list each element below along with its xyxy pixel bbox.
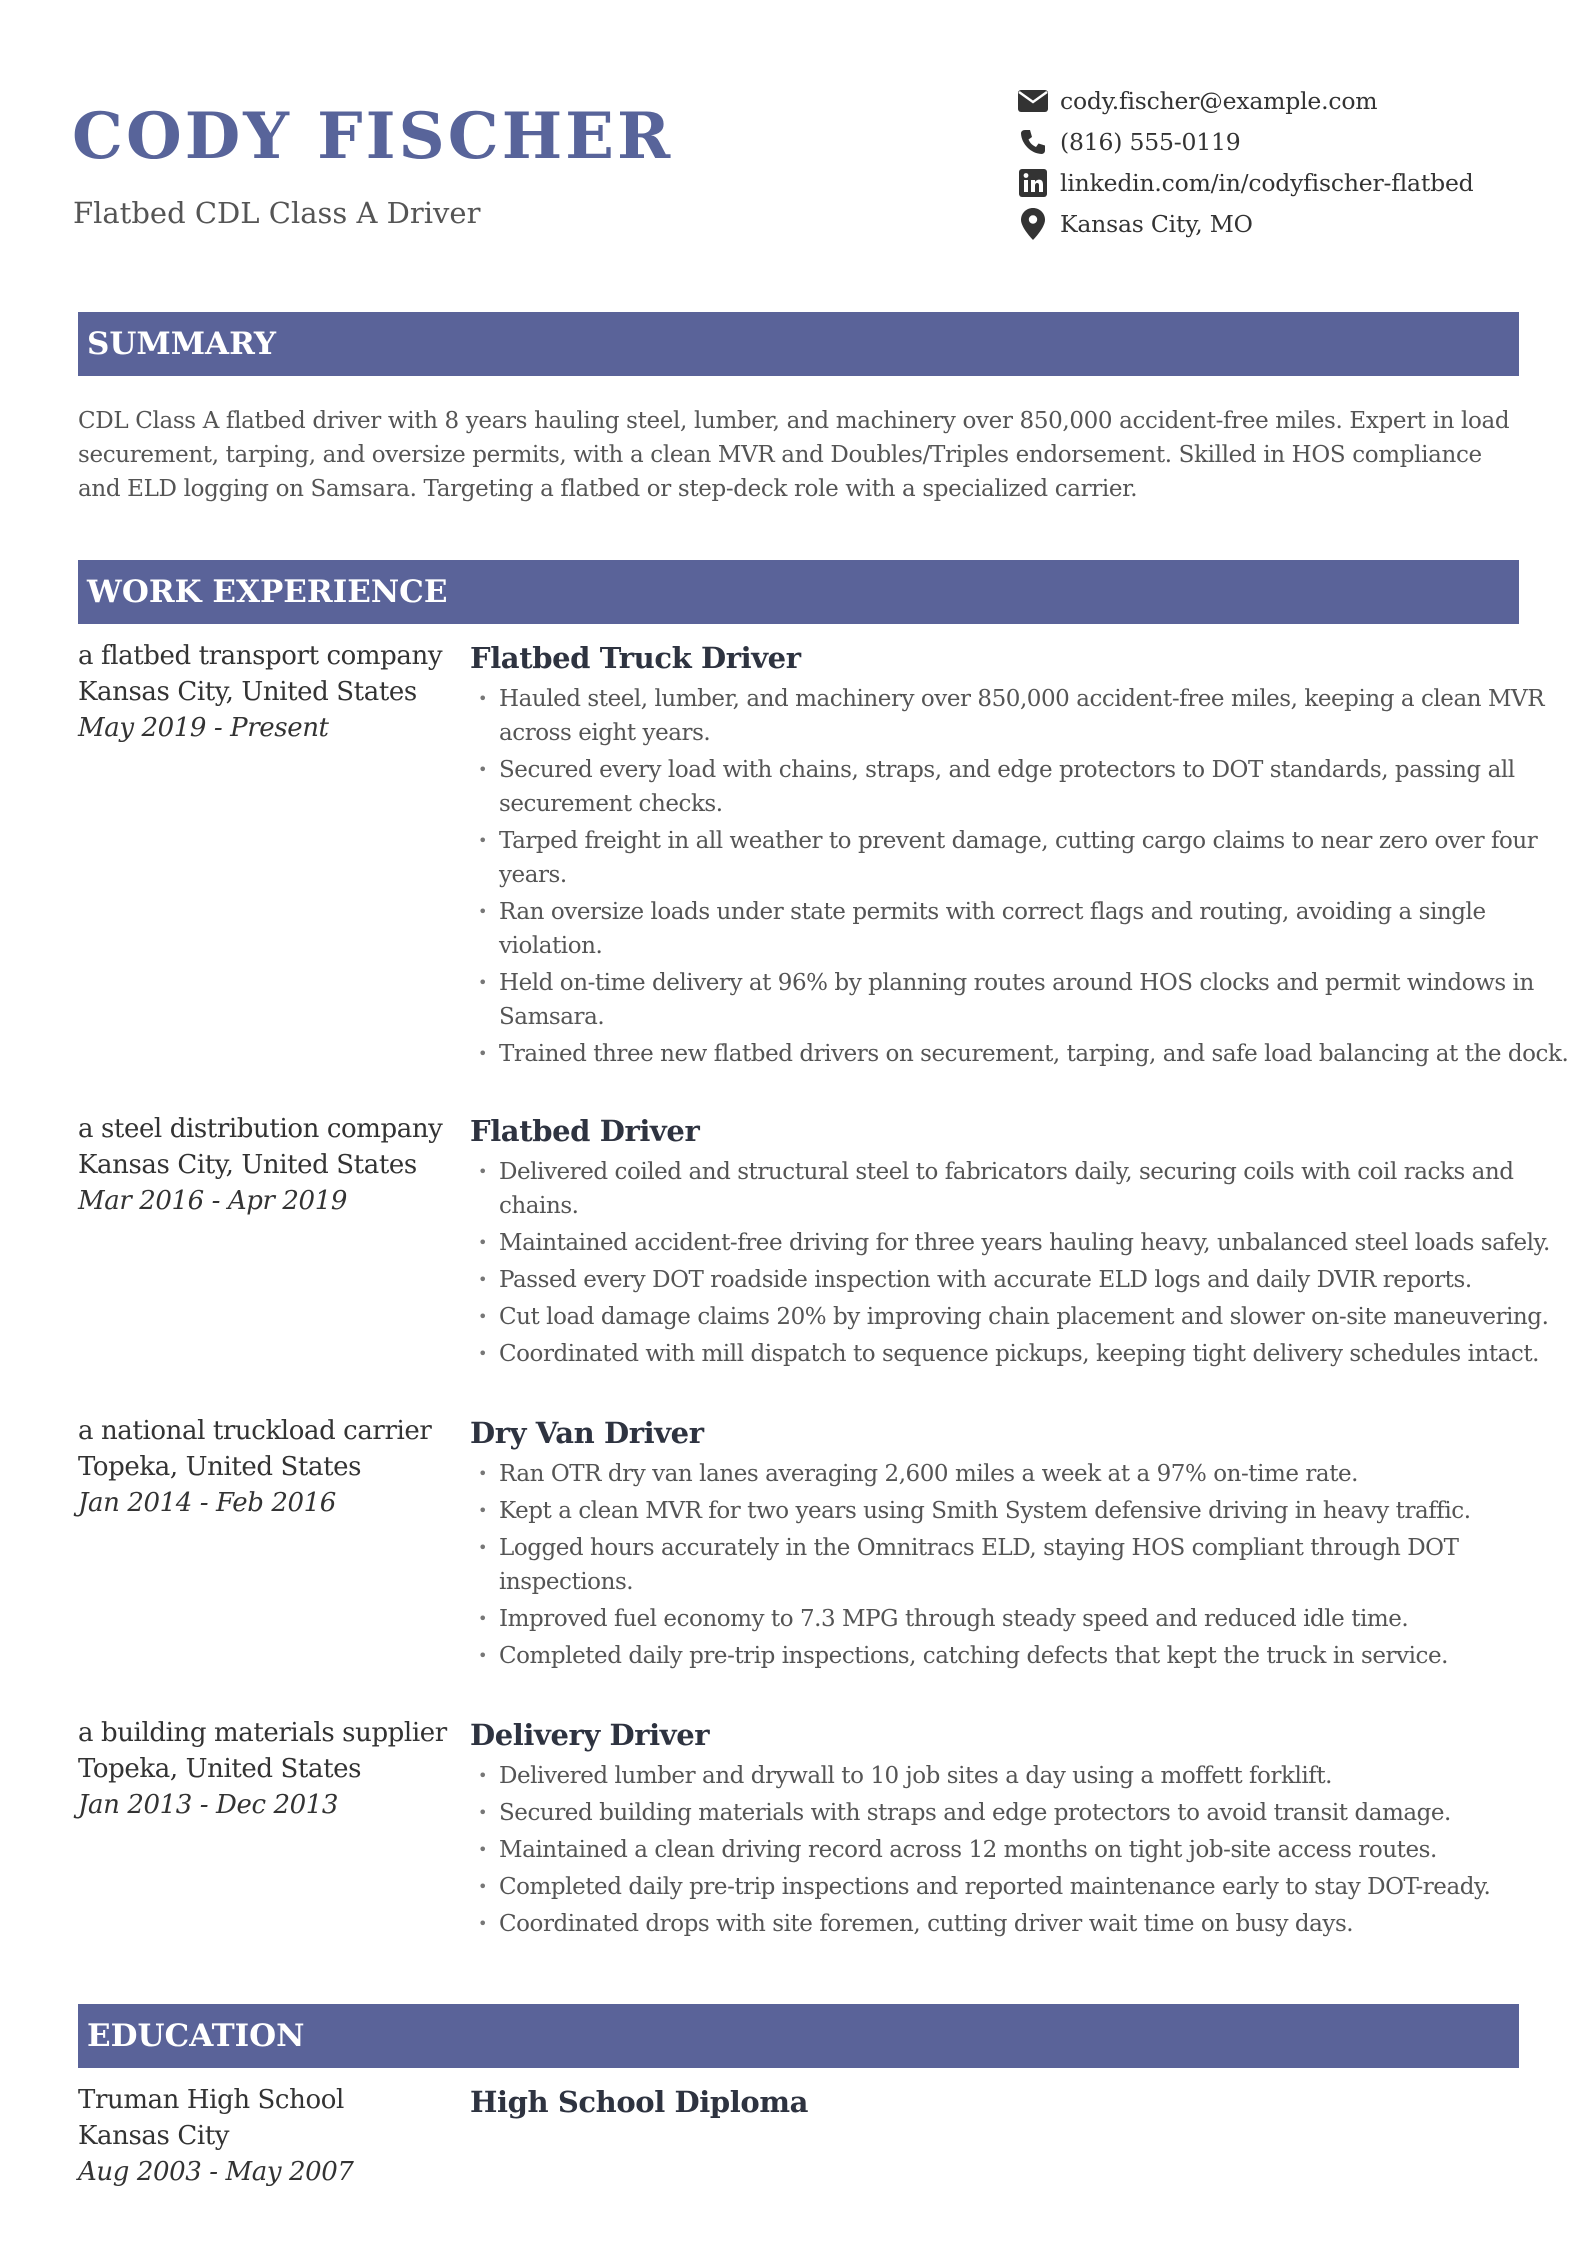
degree-name: High School Diploma	[470, 2085, 809, 2119]
email-text: cody.fischer@example.com	[1060, 86, 1378, 115]
linkedin-text: linkedin.com/in/codyfischer-flatbed	[1060, 168, 1474, 197]
job-bullet: • Hauled steel, lumber, and machinery over 850,000 accident-free miles, keeping a clean MVR across eight years.	[470, 682, 1580, 750]
summary-section-header: SUMMARY	[78, 312, 1519, 376]
job-bullet: • Maintained a clean driving record across 12 months on tight job-site access routes.	[470, 1833, 1580, 1867]
job-role: Flatbed Driver	[470, 1114, 700, 1148]
school-location: Kansas City	[78, 2121, 230, 2151]
job-bullet: • Improved fuel economy to 7.3 MPG through steady speed and reduced idle time.	[470, 1602, 1580, 1636]
job-bullet: • Ran oversize loads under state permits with correct flags and routing, avoiding a single violation.	[470, 895, 1580, 963]
job-location: Kansas City, United States	[78, 677, 417, 707]
job-location: Kansas City, United States	[78, 1150, 417, 1180]
job-bullet: • Trained three new flatbed drivers on securement, tarping, and safe load balancing at the dock.	[470, 1037, 1580, 1071]
job-bullet: • Ran OTR dry van lanes averaging 2,600 miles a week at a 97% on-time rate.	[470, 1457, 1580, 1491]
contact-phone[interactable]	[1016, 121, 1576, 162]
contact-email[interactable]	[1016, 80, 1576, 121]
job-bullets	[470, 1457, 1580, 1673]
location-text: Kansas City, MO	[1060, 209, 1253, 238]
job-bullet: • Logged hours accurately in the Omnitracs ELD, staying HOS compliant through DOT inspections.	[470, 1531, 1580, 1599]
job-details	[470, 1111, 1580, 1374]
location-pin-icon	[1016, 207, 1050, 241]
candidate-name: CODY FISCHER	[72, 99, 674, 174]
job-dates: Jan 2013 - Dec 2013	[78, 1790, 339, 1820]
candidate-title: Flatbed CDL Class A Driver	[73, 196, 481, 230]
job-details	[470, 1715, 1580, 1944]
job-meta	[78, 1413, 458, 1521]
job-details	[470, 1413, 1580, 1676]
job-bullet: • Delivered lumber and drywall to 10 job sites a day using a moffett forklift.	[470, 1759, 1580, 1793]
contact-list	[1016, 80, 1576, 244]
education-meta	[78, 2082, 458, 2190]
education-details	[470, 2082, 1580, 2122]
job-dates: Jan 2014 - Feb 2016	[78, 1488, 336, 1518]
job-bullet: • Held on-time delivery at 96% by planning routes around HOS clocks and permit windows in Samsara.	[470, 966, 1580, 1034]
job-bullets	[470, 682, 1580, 1071]
education-dates: Aug 2003 - May 2007	[78, 2157, 354, 2187]
job-bullets	[470, 1155, 1580, 1371]
company-name: a building materials supplier	[78, 1718, 447, 1748]
job-bullet: • Passed every DOT roadside inspection with accurate ELD logs and daily DVIR reports.	[470, 1263, 1580, 1297]
resume-header	[0, 0, 1588, 290]
education-section-header: EDUCATION	[78, 2004, 1519, 2068]
job-bullet: • Secured building materials with straps and edge protectors to avoid transit damage.	[470, 1796, 1580, 1830]
job-bullet: • Secured every load with chains, straps, and edge protectors to DOT standards, passing all securement checks.	[470, 753, 1580, 821]
job-meta	[78, 1715, 458, 1823]
job-bullet: • Tarped freight in all weather to prevent damage, cutting cargo claims to near zero over four years.	[470, 824, 1580, 892]
job-location: Topeka, United States	[78, 1754, 362, 1784]
job-dates: Mar 2016 - Apr 2019	[78, 1186, 347, 1216]
phone-text: (816) 555-0119	[1060, 127, 1241, 156]
job-details	[470, 638, 1580, 1074]
job-bullet: • Completed daily pre-trip inspections, catching defects that kept the truck in service.	[470, 1639, 1580, 1673]
linkedin-icon	[1016, 166, 1050, 200]
company-name: a national truckload carrier	[78, 1416, 432, 1446]
envelope-icon	[1016, 84, 1050, 118]
job-bullet: • Coordinated with mill dispatch to sequence pickups, keeping tight delivery schedules intact.	[470, 1337, 1580, 1371]
job-bullet: • Kept a clean MVR for two years using Smith System defensive driving in heavy traffic.	[470, 1494, 1580, 1528]
job-bullet: • Delivered coiled and structural steel to fabricators daily, securing coils with coil racks and chains.	[470, 1155, 1580, 1223]
job-bullet: • Cut load damage claims 20% by improving chain placement and slower on-site maneuvering.	[470, 1300, 1580, 1334]
phone-icon	[1016, 125, 1050, 159]
contact-linkedin[interactable]	[1016, 162, 1576, 203]
experience-section-header: WORK EXPERIENCE	[78, 560, 1519, 624]
job-bullets	[470, 1759, 1580, 1941]
job-dates: May 2019 - Present	[78, 713, 329, 743]
job-bullet: • Coordinated drops with site foremen, cutting driver wait time on busy days.	[470, 1907, 1580, 1941]
job-bullet: • Completed daily pre-trip inspections and reported maintenance early to stay DOT-ready.	[470, 1870, 1580, 1904]
job-role: Delivery Driver	[470, 1718, 710, 1752]
company-name: a steel distribution company	[78, 1114, 443, 1144]
summary-text: CDL Class A flatbed driver with 8 years hauling steel, lumber, and machinery over 850,000 accident-free miles. Expert in load securement, tarping, and oversize permits, with a clean MVR and Doubles/Triples endorsement. Skilled in HOS compliance and ELD logging on Samsara. Targeting a flatbed or step-deck role with a specialized carrier.	[78, 408, 1510, 502]
job-role: Dry Van Driver	[470, 1416, 704, 1450]
contact-location	[1016, 203, 1576, 244]
job-location: Topeka, United States	[78, 1452, 362, 1482]
company-name: a flatbed transport company	[78, 641, 443, 671]
job-role: Flatbed Truck Driver	[470, 641, 801, 675]
school-name: Truman High School	[78, 2085, 344, 2115]
job-bullet: • Maintained accident-free driving for three years hauling heavy, unbalanced steel loads safely.	[470, 1226, 1580, 1260]
job-meta	[78, 1111, 458, 1219]
job-meta	[78, 638, 458, 746]
